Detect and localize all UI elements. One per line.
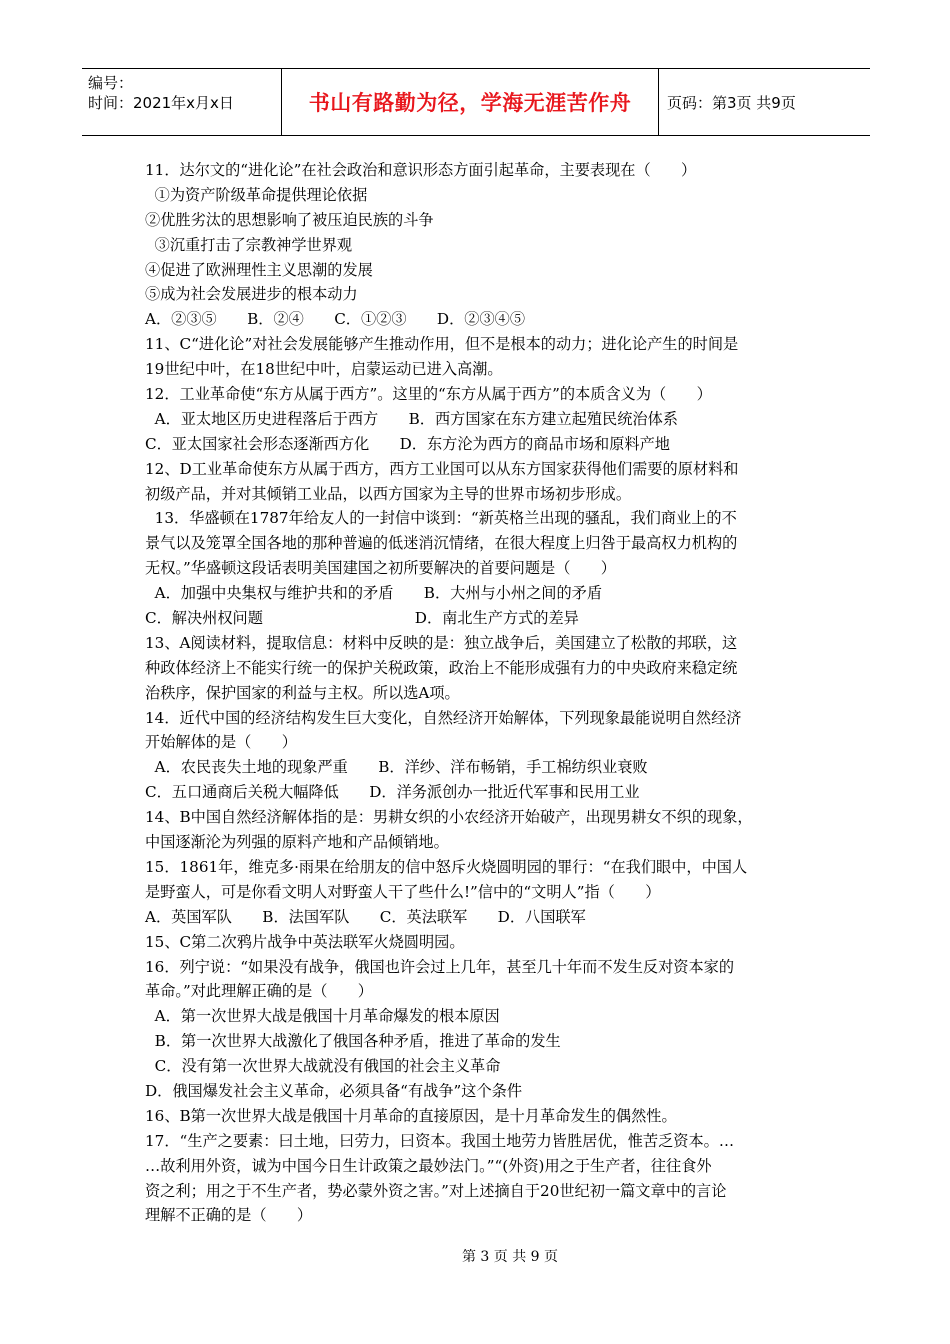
text-line: 16、B第一次世界大战是俄国十月革命的直接原因，是十月革命发生的偶然性。	[145, 1106, 677, 1125]
document-body	[145, 158, 815, 1228]
text-line: 无权。”华盛顿这段话表明美国建国之初所要解决的首要问题是（ ）	[145, 559, 616, 578]
text-line: A．第一次世界大战是俄国十月革命爆发的根本原因	[145, 1007, 500, 1026]
page-footer: 第 3 页 共 9 页	[461, 1249, 559, 1265]
text-line: 景气以及笼罩全国各地的那种普遍的低迷消沉情绪，在很大程度上归咎于最高权力机构的	[145, 534, 738, 553]
page-number-label: 页码：第3页 共9页	[667, 93, 796, 112]
text-line: 16．列宁说：“如果没有战争，俄国也许会过上几年，甚至几十年而不发生反对资本家的	[145, 957, 735, 976]
text-line: ④促进了欧洲理性主义思潮的发展	[145, 260, 373, 279]
text-line: C．没有第一次世界大战就没有俄国的社会主义革命	[145, 1057, 501, 1076]
text-line: 12．工业革命使“东方从属于西方”。这里的“东方从属于西方”的本质含义为（ ）	[145, 385, 712, 404]
text-line: …故利用外资，诚为中国今日生计政策之最妙法门。”“(外资)用之于生产者，往往食外	[145, 1156, 712, 1175]
text-line: 治秩序，保护国家的利益与主权。所以选A项。	[145, 683, 460, 702]
date-label: 时间：2021年x月x日	[88, 94, 234, 112]
text-line: ⑤成为社会发展进步的根本动力	[145, 285, 358, 304]
text-line: B．第一次世界大战激化了俄国各种矛盾，推进了革命的发生	[145, 1032, 561, 1051]
header-page-cell	[659, 69, 870, 135]
text-line: 19世纪中叶，在18世纪中叶，启蒙运动已进入高潮。	[145, 360, 503, 379]
text-line: 开始解体的是（ ）	[145, 733, 297, 752]
text-line: 14、B中国自然经济解体指的是：男耕女织的小农经济开始破产，出现男耕女不织的现象，	[145, 808, 753, 827]
text-line: ③沉重打击了宗教神学世界观	[145, 235, 353, 254]
text-line: 13、A阅读材料，提取信息：材料中反映的是：独立战争后，美国建立了松散的邦联，这	[145, 633, 738, 652]
header-motto-cell	[282, 69, 659, 135]
text-line: A．②③⑤ B．②④ C．①②③ D．②③④⑤	[145, 310, 526, 329]
text-line: ①为资产阶级革命提供理论依据	[145, 185, 368, 204]
text-line: 15．1861年，维克多·雨果在给朋友的信中怒斥火烧圆明园的罪行：“在我们眼中，中国人	[145, 857, 748, 876]
text-line: 是野蛮人，可是你看文明人对野蛮人干了些什么!”信中的“文明人”指（ ）	[145, 882, 661, 901]
text-line: 14．近代中国的经济结构发生巨大变化，自然经济开始解体，下列现象最能说明自然经济	[145, 708, 742, 727]
text-line: A．加强中央集权与维护共和的矛盾 B．大州与小州之间的矛盾	[145, 584, 603, 603]
text-line: 13．华盛顿在1787年给友人的一封信中谈到：“新英格兰出现的骚乱，我们商业上的不	[145, 509, 737, 528]
text-line: A．农民丧失土地的现象严重 B．洋纱、洋布畅销，手工棉纺织业衰败	[145, 758, 648, 777]
page-header	[82, 68, 870, 136]
text-line: 资之利；用之于不生产者，势必蒙外资之害。”对上述摘自于20世纪初一篇文章中的言论	[145, 1181, 727, 1200]
text-line: 17．“生产之要素：曰土地，曰劳力，曰资本。我国土地劳力皆胜居优，惟苦乏资本。…	[145, 1131, 735, 1150]
header-meta	[82, 69, 282, 135]
text-line: 11．达尔文的“进化论”在社会政治和意识形态方面引起革命，主要表现在（ ）	[145, 161, 697, 179]
text-line: 革命。”对此理解正确的是（ ）	[145, 982, 373, 1001]
text-line: C．解决州权问题 D．南北生产方式的差异	[145, 609, 579, 628]
text-line: A．亚太地区历史进程落后于西方 B．西方国家在东方建立起殖民统治体系	[145, 409, 678, 428]
serial-number-label: 编号：	[88, 74, 134, 92]
text-line: ②优胜劣汰的思想影响了被压迫民族的斗争	[145, 210, 434, 229]
text-line: 15、C第二次鸦片战争中英法联军火烧圆明园。	[145, 932, 465, 951]
text-line: 理解不正确的是（ ）	[145, 1206, 313, 1225]
motto-text: 书山有路勤为径，学海无涯苦作舟	[308, 91, 632, 115]
text-line: A．英国军队 B．法国军队 C．英法联军 D．八国联军	[145, 907, 586, 926]
text-line: C．五口通商后关税大幅降低 D．洋务派创办一批近代军事和民用工业	[145, 783, 640, 802]
text-line: 中国逐渐沦为列强的原料产地和产品倾销地。	[145, 833, 449, 852]
text-line: D．俄国爆发社会主义革命，必须具备“有战争”这个条件	[145, 1081, 523, 1100]
text-line: C．亚太国家社会形态逐渐西方化 D．东方沦为西方的商品市场和原料产地	[145, 434, 670, 453]
text-line: 初级产品，并对其倾销工业品，以西方国家为主导的世界市场初步形成。	[145, 484, 631, 503]
text-line: 11、C“进化论”对社会发展能够产生推动作用，但不是根本的动力；进化论产生的时间是	[145, 335, 739, 354]
text-line: 种政体经济上不能实行统一的保护关税政策，政治上不能形成强有力的中央政府来稳定统	[145, 658, 738, 677]
text-line: 12、D工业革命使东方从属于西方，西方工业国可以从东方国家获得他们需要的原材料和	[145, 459, 739, 478]
